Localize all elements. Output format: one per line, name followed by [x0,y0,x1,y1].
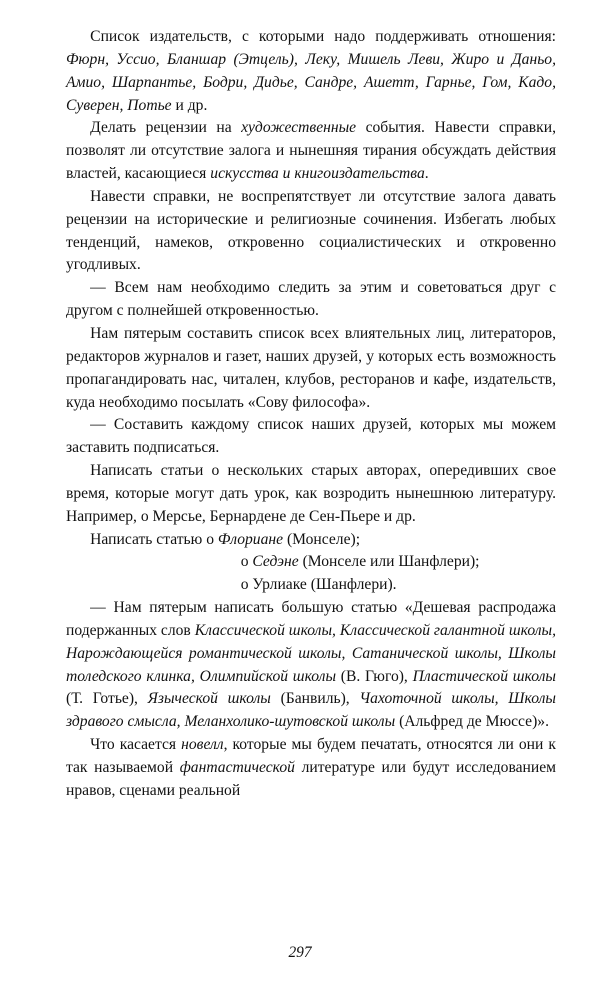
paragraph: — Нам пятерым написать большую статью «Дешевая распродажа подержанных слов Классической школы, Классической галантной школы, Нарождающейся романтической школы, Сатанической школы, Школы толедского клинка, Олимпийской школы (В. Гюго), Пластической школы (Т. Готье), Языческой школы (Банвиль), Чахоточной школы, Школы здравого смысла, Меланхолико-шутовской школы (Альфред де Мюссе)». [66,599,556,731]
paragraph: — Всем нам необходимо следить за этим и советоваться друг с другом с полнейшей откровенностью. [66,279,556,320]
paragraph: о Седэне (Монселе или Шанфлери); [240,553,480,571]
paragraph: Что касается новелл, которые мы будем печатать, относятся ли они к так называемой фантастической литературе или будут исследованием нравов, сценами реальной [66,736,556,799]
paragraph: Написать статьи о нескольких старых авторах, опередивших свое время, которые могут дать урок, как возродить нынешнюю литературу. Например, о Мерсье, Бернардене де Сен-Пьере и др. [66,462,556,525]
paragraph: Список издательств, с которыми надо поддерживать отношения: Фюрн, Уссио, Бланшар (Этцель), Леку, Мишель Леви, Жиро и Даньо, Амио, Шарпантье, Бодри, Дидье, Сандре, Ашетт, Гарнье, Гом, Кадо, Суверен, Потье и др. [66,28,556,114]
paragraph: Написать статью о Флориане (Монселе); [90,530,361,548]
page-body [66,26,556,803]
paragraph: о Урлиаке (Шанфлери). [240,576,397,594]
paragraph: Делать рецензии на художественные события. Навести справки, позволят ли отсутствие залога и нынешняя тирания обсуждать действия властей, касающиеся искусства и книгоиздательства. [66,119,556,183]
paragraph: Навести справки, не воспрепятствует ли отсутствие залога давать рецензии на исторические и религиозные сочинения. Избегать любых тенденций, намеков, откровенно социалистических и откровенно угодливых. [66,187,556,274]
page-number: 297 [288,944,312,961]
paragraph: — Составить каждому список наших друзей, которых мы можем заставить подписаться. [66,416,556,457]
paragraph: Нам пятерым составить список всех влиятельных лиц, литераторов, редакторов журналов и газет, наших друзей, у которых есть возможность пропагандировать нас, читален, клубов, ресторанов и кафе, издательств, куда необходимо посылать «Сову философа». [66,324,556,411]
